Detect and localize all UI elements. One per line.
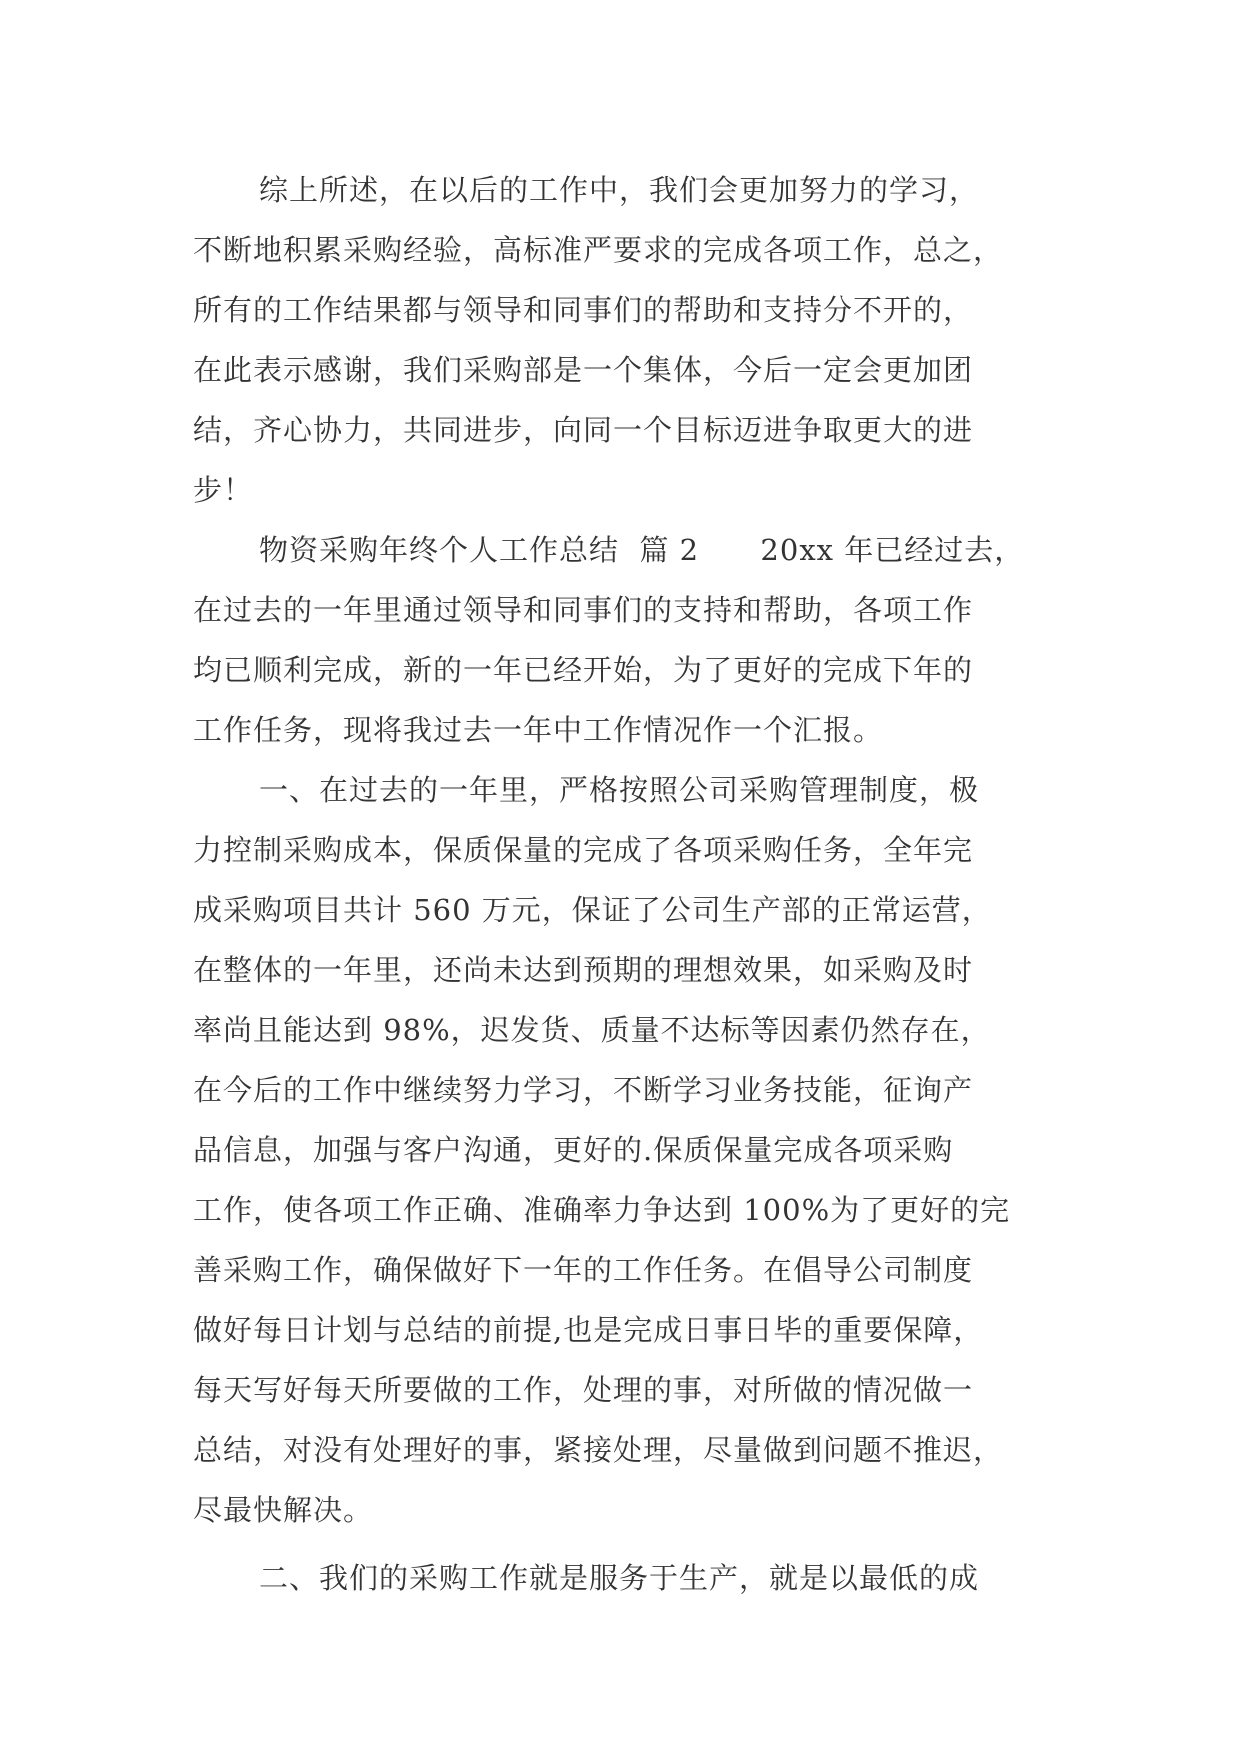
text-line: 结，齐心协力，共同进步，向同一个目标迈进争取更大的进 [193,413,974,447]
text-line: 物资采购年终个人工作总结 篇 2 20xx 年已经过去， [259,533,1025,567]
text-line: 成采购项目共计 560 万元，保证了公司生产部的正常运营， [193,893,992,927]
text-line: 总结，对没有处理好的事，紧接处理，尽量做到问题不推迟， [193,1433,1004,1467]
document-body [193,160,1053,1608]
text-line: 在过去的一年里通过领导和同事们的支持和帮助，各项工作 [193,593,974,627]
text-line: 品信息，加强与客户沟通，更好的.保质保量完成各项采购 [193,1133,954,1167]
text-line: 不断地积累采购经验，高标准严要求的完成各项工作，总之， [193,233,1004,267]
text-line: 率尚且能达到 98%，迟发货、质量不达标等因素仍然存在， [193,1013,991,1047]
text-line: 做好每日计划与总结的前提,也是完成日事日毕的重要保障， [193,1313,984,1347]
text-line: 在今后的工作中继续努力学习，不断学习业务技能，征询产 [193,1073,974,1107]
text-line: 在整体的一年里，还尚未达到预期的理想效果，如采购及时 [193,953,974,987]
text-line: 力控制采购成本，保质保量的完成了各项采购任务，全年完 [193,833,974,867]
paragraph-section-heading [193,520,1053,760]
text-line: 二、我们的采购工作就是服务于生产，就是以最低的成 [259,1561,980,1595]
paragraph-point-one [193,760,1053,1540]
text-line: 每天写好每天所要做的工作，处理的事，对所做的情况做一 [193,1373,974,1407]
text-line: 在此表示感谢，我们采购部是一个集体，今后一定会更加团 [193,353,974,387]
text-line: 均已顺利完成，新的一年已经开始，为了更好的完成下年的 [193,653,974,687]
text-line: 一、在过去的一年里，严格按照公司采购管理制度，极 [259,773,980,807]
text-line: 所有的工作结果都与领导和同事们的帮助和支持分不开的， [193,293,974,327]
paragraph-point-two [193,1548,1053,1608]
text-line: 综上所述，在以后的工作中，我们会更加努力的学习， [259,173,980,207]
text-line: 尽最快解决。 [193,1493,374,1527]
text-line: 步！ [193,473,254,507]
text-line: 善采购工作，确保做好下一年的工作任务。在倡导公司制度 [193,1253,974,1287]
paragraph-summary [193,160,1053,520]
text-line: 工作任务，现将我过去一年中工作情况作一个汇报。 [193,713,884,747]
text-line: 工作，使各项工作正确、准确率力争达到 100%为了更好的完 [193,1193,1011,1227]
